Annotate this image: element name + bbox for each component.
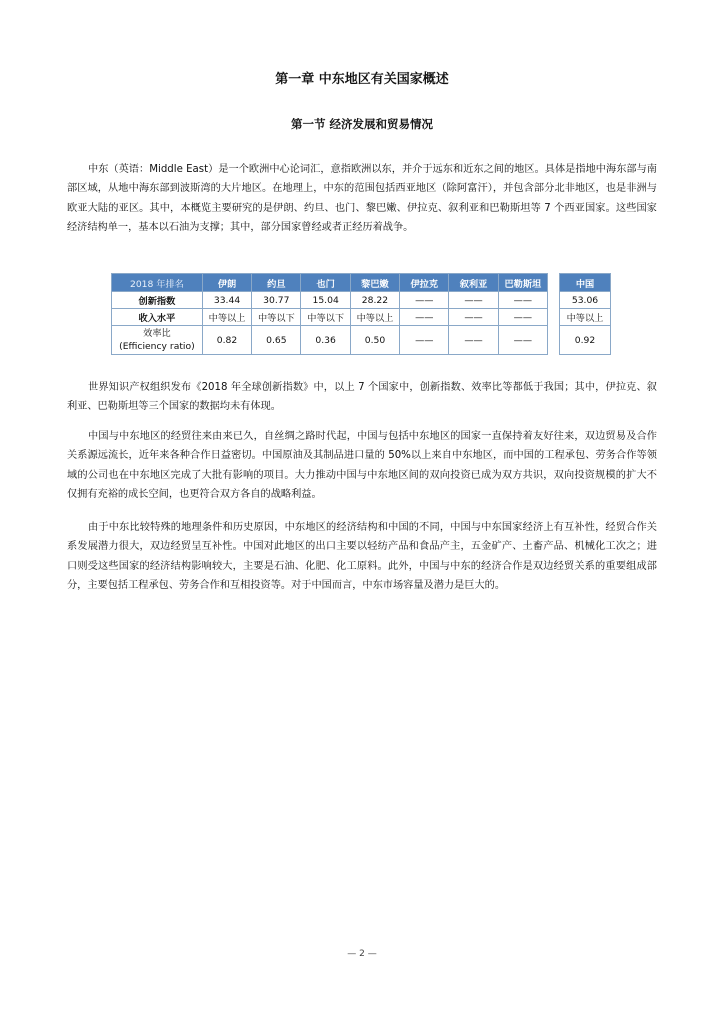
header-country: 黎巴嫩 [350, 274, 399, 292]
paragraph-gii: 世界知识产权组织发布《2018 年全球创新指数》中，以上 7 个国家中，创新指数、效率比等都低于我国；其中，伊拉克、叙利亚、巴勒斯坦等三个国家的数据均未有体现。 [67, 382, 657, 413]
table-cell: 0.65 [252, 326, 301, 355]
table-cell: 中等以上 [202, 309, 251, 326]
table-cell: —— [400, 326, 449, 355]
header-country: 也门 [301, 274, 350, 292]
table-cell: 0.92 [560, 326, 611, 355]
table-row [560, 326, 611, 355]
table-cell: —— [498, 309, 547, 326]
header-china: 中国 [560, 274, 611, 292]
table-row [112, 326, 548, 355]
table-cell: 中等以上 [560, 309, 611, 326]
table-cell: 中等以下 [301, 309, 350, 326]
chapter-title: 第一章 中东地区有关国家概述 [275, 72, 449, 87]
table-cell: 28.22 [350, 292, 399, 309]
table-cell: 53.06 [560, 292, 611, 309]
paragraph-trade-history: 中国与中东地区的经贸往来由来已久，自丝绸之路时代起，中国与包括中东地区的国家一直保持着友好往来，双边贸易及合作关系源远流长，近年来各种合作日益密切。中国原油及其制品进口量的 50%以上来自中东地区，而中国的工程承包、劳务合作等领域的公司也在中东地区完成了大批有影响的项目。大力推动中国与中东地区间的双向投资已成为双方共识，双向投资规模的扩大不仅拥有充裕的成长空间，也更符合双方各自的战略利益。 [67, 431, 657, 501]
header-rank-year: 2018 年排名 [112, 274, 203, 292]
table-cell: 中等以上 [350, 309, 399, 326]
header-country: 伊朗 [202, 274, 251, 292]
table-row [112, 309, 548, 326]
row-label-line: (Efficiency ratio) [119, 341, 195, 352]
table-header-row [560, 274, 611, 292]
table-row [112, 292, 548, 309]
table-cell: —— [449, 309, 498, 326]
page-number: — 2 — [347, 949, 377, 959]
table-cell: —— [449, 326, 498, 355]
table-row [560, 292, 611, 309]
table-row [560, 309, 611, 326]
table-cell: —— [449, 292, 498, 309]
table-cell: 中等以下 [252, 309, 301, 326]
table-cell: 0.50 [350, 326, 399, 355]
table-cell: —— [400, 309, 449, 326]
paragraph-intro: 中东（英语：Middle East）是一个欧洲中心论词汇，意指欧洲以东，并介于远东和近东之间的地区。具体是指地中海东部与南部区域，从地中海东部到波斯湾的大片地区。在地理上，中东的范围包括西亚地区（除阿富汗），并包含部分北非地区，也是非洲与欧亚大陆的亚区。其中，本概览主要研究的是伊朗、约旦、也门、黎巴嫩、伊拉克、叙利亚和巴勒斯坦等 7 个西亚国家。这些国家经济结构单一，基本以石油为支撑；其中，部分国家曾经或者正经历着战争。 [67, 164, 657, 234]
row-label: 收入水平 [112, 309, 203, 326]
paragraph-complementarity: 由于中东比较特殊的地理条件和历史原因，中东地区的经济结构和中国的不同，中国与中东国家经济上有互补性，经贸合作关系发展潜力很大，双边经贸呈互补性。中国对此地区的出口主要以轻纺产品和食品产主，五金矿产、土畜产品、机械化工次之；进口则受这些国家的经济结构影响较大，主要是石油、化肥、化工原料。此外，中国与中东的经济合作是双边经贸关系的重要组成部分，主要包括工程承包、劳务合作和互相投资等。对于中国而言，中东市场容量及潜力是巨大的。 [67, 522, 657, 592]
table-cell: —— [498, 326, 547, 355]
table-cell: 33.44 [202, 292, 251, 309]
header-country: 叙利亚 [449, 274, 498, 292]
table-cell: 0.82 [202, 326, 251, 355]
table-cell: —— [400, 292, 449, 309]
header-country: 巴勒斯坦 [498, 274, 547, 292]
table-cell: 30.77 [252, 292, 301, 309]
china-comparison-table [559, 273, 611, 355]
row-label-line: 效率比 [143, 328, 171, 339]
table-cell: —— [498, 292, 547, 309]
innovation-index-table [111, 273, 548, 355]
table-cell: 0.36 [301, 326, 350, 355]
header-country: 伊拉克 [400, 274, 449, 292]
row-label: 创新指数 [112, 292, 203, 309]
row-label [112, 326, 203, 355]
table-header-row [112, 274, 548, 292]
table-cell: 15.04 [301, 292, 350, 309]
section-title: 第一节 经济发展和贸易情况 [290, 117, 433, 131]
header-country: 约旦 [252, 274, 301, 292]
